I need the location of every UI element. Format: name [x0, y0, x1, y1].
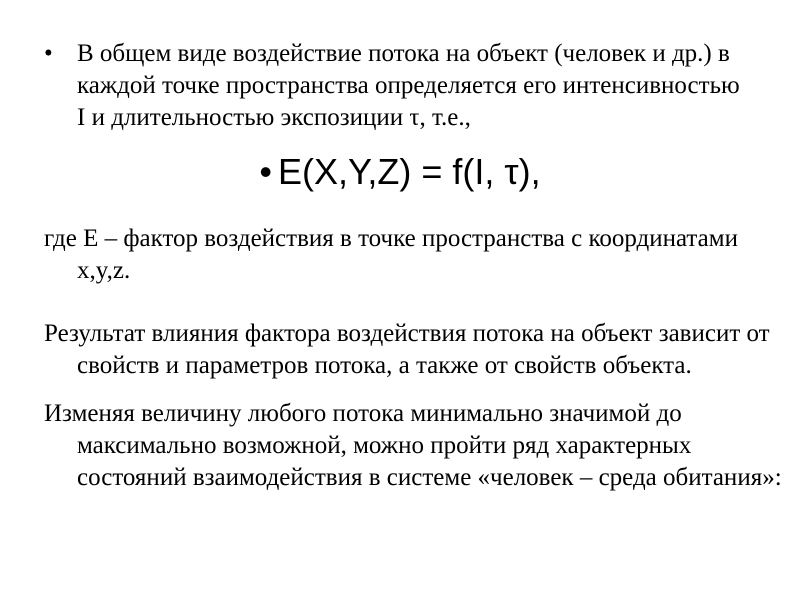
result-paragraph: Результат влияния фактора воздействия потока на объект зависит от свойств и параметров потока, а также от свойств объекта. [44, 320, 770, 379]
where-paragraph: где Е – фактор воздействия в точке пространства с координатами x,y,z. [44, 225, 738, 284]
formula-line [0, 150, 800, 194]
formula-bullet-icon: • [259, 151, 272, 192]
bullet-icon: • [44, 40, 53, 67]
change-paragraph: Изменяя величину любого потока минимально значимой до максимально возможной, можно пройти ряд характерных состояний взаимодействия в системе «человек – среда обитания»: [44, 400, 782, 491]
formula-text: E(X,Y,Z) = f(I, τ), [278, 151, 541, 192]
intro-bullet-paragraph [44, 38, 744, 134]
intro-text: В общем виде воздействие потока на объект (человек и др.) в каждой точке пространства определяется его интенсивностью I и длительностью экспозиции τ, т.е., [77, 40, 740, 131]
